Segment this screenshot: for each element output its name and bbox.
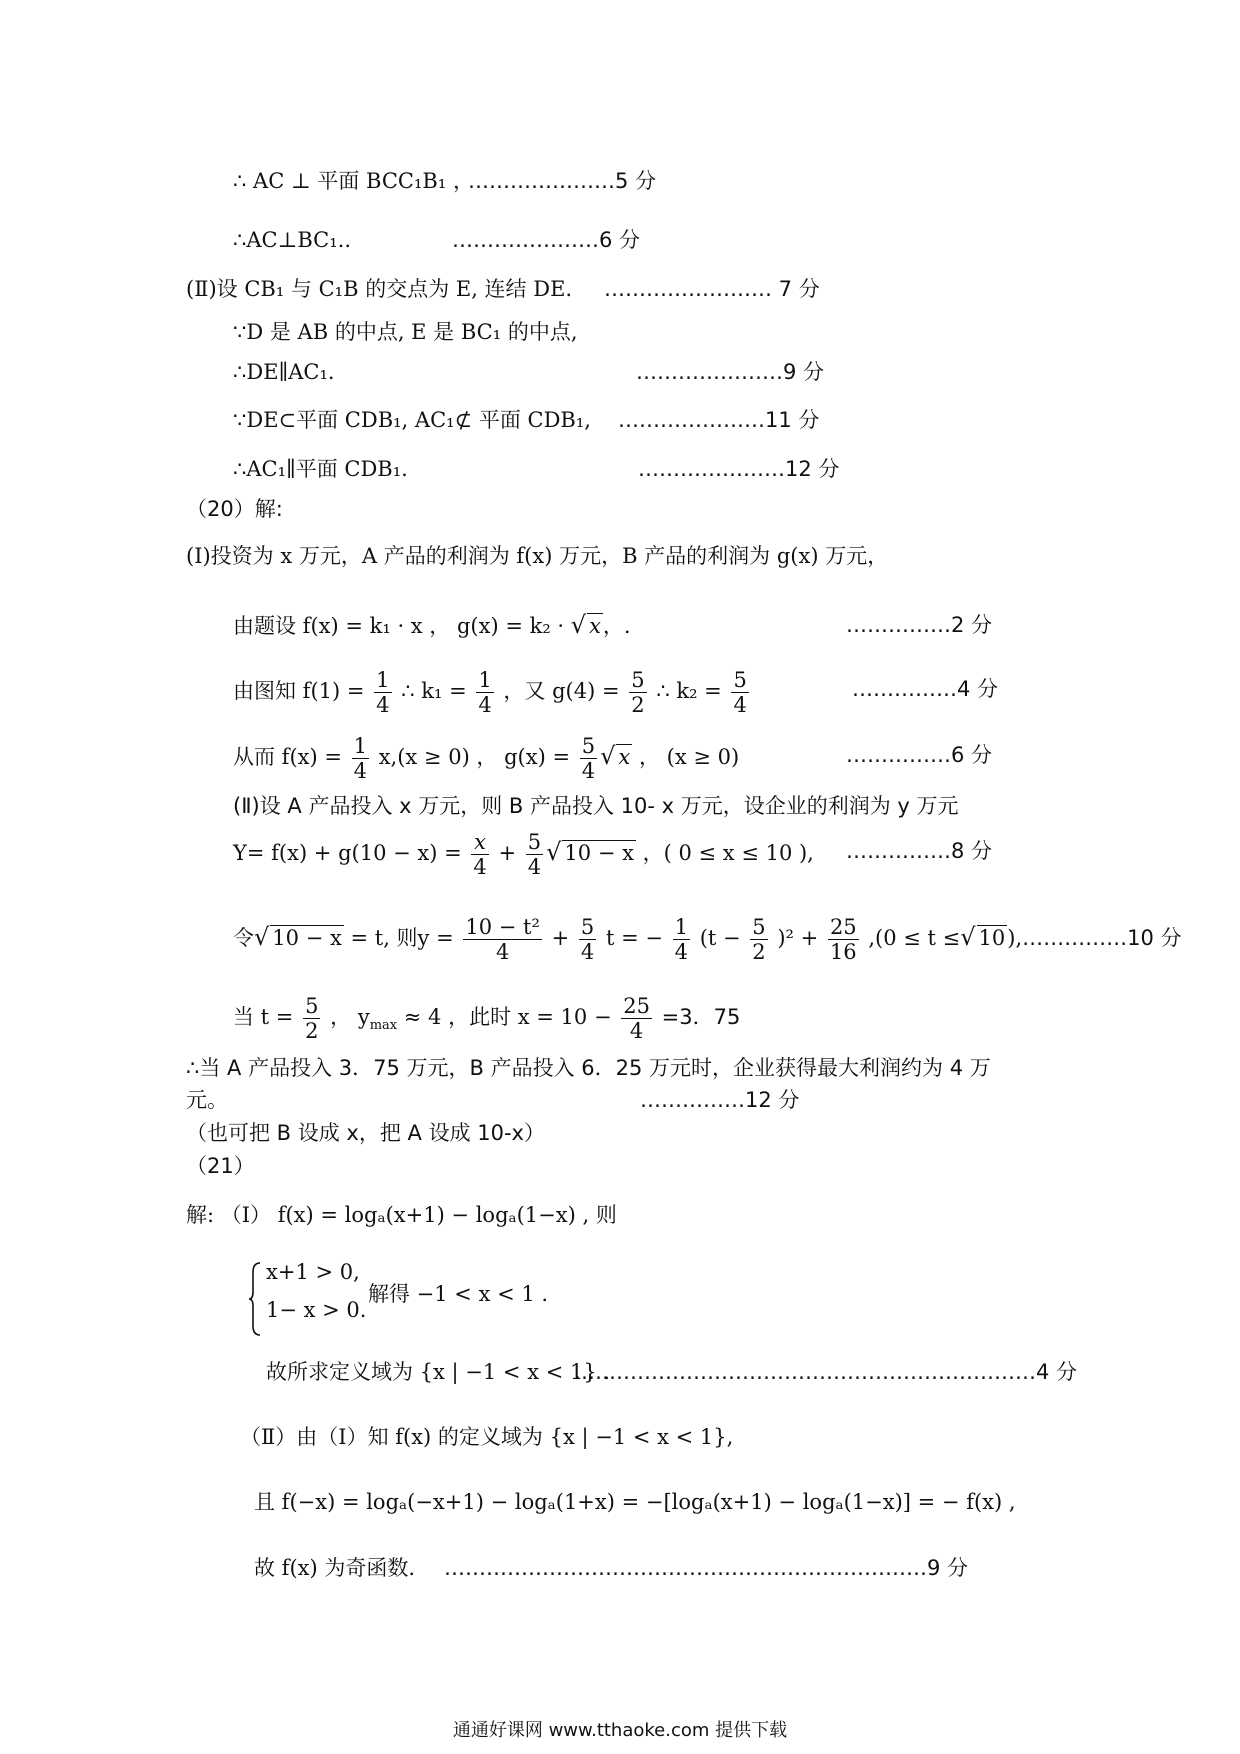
fraction: $\frac{5}{2}$ [752, 915, 766, 964]
line-6: ∵DE⊂平面 CDB₁, AC₁⊄ 平面 CDB₁, [233, 408, 591, 432]
line-12: 从而 f(x) = $\frac{1}{4}$ x,(x ≥ 0) ， g(x) = $\frac{5}{4}$ √ x ， (x ≥ 0) [233, 734, 740, 783]
score-4b: …………………………………………………………4 分 [574, 1360, 1078, 1384]
line-1: ∴ AC ⊥ 平面 BCC₁B₁ ， [233, 169, 474, 193]
left-brace-icon [248, 1262, 262, 1336]
footer-credit: 通通好课网 www.tthaoke.com 提供下载 [452, 1720, 788, 1741]
score-9b: ……………………………………………………………9 分 [444, 1556, 969, 1580]
fraction: $\frac{5}{4}$ [733, 668, 747, 717]
score-6: …………………6 分 [452, 228, 641, 252]
line-19: （也可把 B 设成 x，把 A 设成 10-x） [186, 1121, 545, 1145]
score-9: …………………9 分 [636, 360, 825, 384]
line-4: ∵D 是 AB 的中点, E 是 BC₁ 的中点, [233, 320, 578, 344]
line-13: (Ⅱ)设 A 产品投入 x 万元，则 B 产品投入 10- x 万元，设企业的利润为 y 万元 [233, 794, 959, 818]
line-24: （Ⅱ）由（Ⅰ）知 f(x) 的定义域为 {x | −1 < x < 1}, [240, 1425, 734, 1449]
line-5: ∴DE∥AC₁. [233, 360, 335, 384]
line-7: ∴AC₁∥平面 CDB₁. [233, 457, 408, 481]
problem-21-heading: （21） [186, 1154, 255, 1178]
fraction: $\frac{1}{4}$ [478, 668, 492, 717]
fraction: $\frac{5}{4}$ [580, 915, 595, 964]
line-18: 元。 [186, 1088, 228, 1112]
system-eq-1: x+1 > 0, [266, 1260, 360, 1284]
score-4a: ……………4 分 [852, 677, 999, 701]
fraction: $\frac{5}{4}$ [581, 734, 596, 783]
line-23: 故所求定义域为 {x | −1 < x < 1} . [266, 1360, 611, 1384]
line-9: (Ⅰ)投资为 x 万元，A 产品的利润为 f(x) 万元，B 产品的利润为 g(x) 万元， [186, 544, 889, 568]
score-10: ……………10 分 [1022, 926, 1182, 950]
fraction: $\frac{\text{10 − t²}}{4}$ [465, 915, 540, 964]
fraction: $\frac{5}{2}$ [631, 668, 645, 717]
fraction: $\frac{25}{4}$ [623, 994, 650, 1043]
fraction: $\frac{x}{4}$ [473, 830, 487, 879]
score-11: …………………11 分 [618, 408, 820, 432]
line-16: 当 t = $\frac{5}{2}$ ， $y_{max} \approx 4$ ，此时 x = 10 − $\frac{25}{4}$ =3．75 [233, 994, 741, 1043]
score-12b: ……………12 分 [640, 1088, 800, 1112]
line-21: 解: （Ⅰ） f(x) = logₐ(x+1) − logₐ(1−x) , 则 [186, 1203, 617, 1227]
fraction: $\frac{1}{4}$ [353, 734, 368, 783]
fraction: $\frac{1}{4}$ [376, 668, 390, 717]
line-15: 令√ 10 − x = t, 则y = $\frac{\text{10 − t²}}{4}$ + $\frac{5}{4}$ t = − $\frac{1}{4}$ (t − $\frac{5}{2}$ )² + $\frac{25}{16}$ ,(0 ≤ t ≤√ 10),……………10 分 [233, 915, 1182, 964]
line-10: 由题设 f(x) = k₁ · x ， g(x) = k₂ · √ x，. [233, 611, 631, 639]
equation-system [248, 1260, 648, 1340]
fraction: $\frac{5}{2}$ [305, 994, 319, 1043]
score-7: …………………… 7 分 [604, 277, 820, 301]
score-5: …………………5 分 [468, 169, 657, 193]
system-eq-2: 1− x > 0. [266, 1298, 367, 1322]
score-8: ……………8 分 [846, 839, 993, 863]
line-11: 由图知 f(1) = $\frac{1}{4}$ ∴ k₁ = $\frac{1}{4}$ ，又 g(4) = $\frac{5}{2}$ ∴ k₂ = $\frac{5}{4}$ [233, 668, 747, 717]
score-6b: ……………6 分 [846, 743, 993, 767]
problem-20-heading: （20）解: [186, 497, 283, 521]
fraction: $\frac{25}{16}$ [829, 915, 857, 964]
line-17: ∴当 A 产品投入 3．75 万元，B 产品投入 6．25 万元时，企业获得最大利润约为 4 万 [186, 1056, 991, 1080]
line-25: 且 f(−x) = logₐ(−x+1) − logₐ(1+x) = −[logₐ(x+1) − logₐ(1−x)] = − f(x) , [254, 1490, 1016, 1514]
fraction: $\frac{1}{4}$ [674, 915, 689, 964]
line-2: ∴AC⊥BC₁.. [233, 228, 352, 252]
line-14: Y= f(x) + g(10 − x) = $\frac{x}{4}$ + $\frac{5}{4}$ √ 10 − x ，( 0 ≤ x ≤ 10 ), [233, 830, 814, 879]
line-26: 故 f(x) 为奇函数. [254, 1556, 416, 1580]
score-2: ……………2 分 [846, 613, 993, 637]
system-solution: 解得 −1 < x < 1 . [368, 1282, 549, 1306]
fraction: $\frac{5}{4}$ [527, 830, 542, 879]
score-12a: …………………12 分 [638, 457, 840, 481]
line-3: (Ⅱ)设 CB₁ 与 C₁B 的交点为 E, 连结 DE. [186, 277, 573, 301]
